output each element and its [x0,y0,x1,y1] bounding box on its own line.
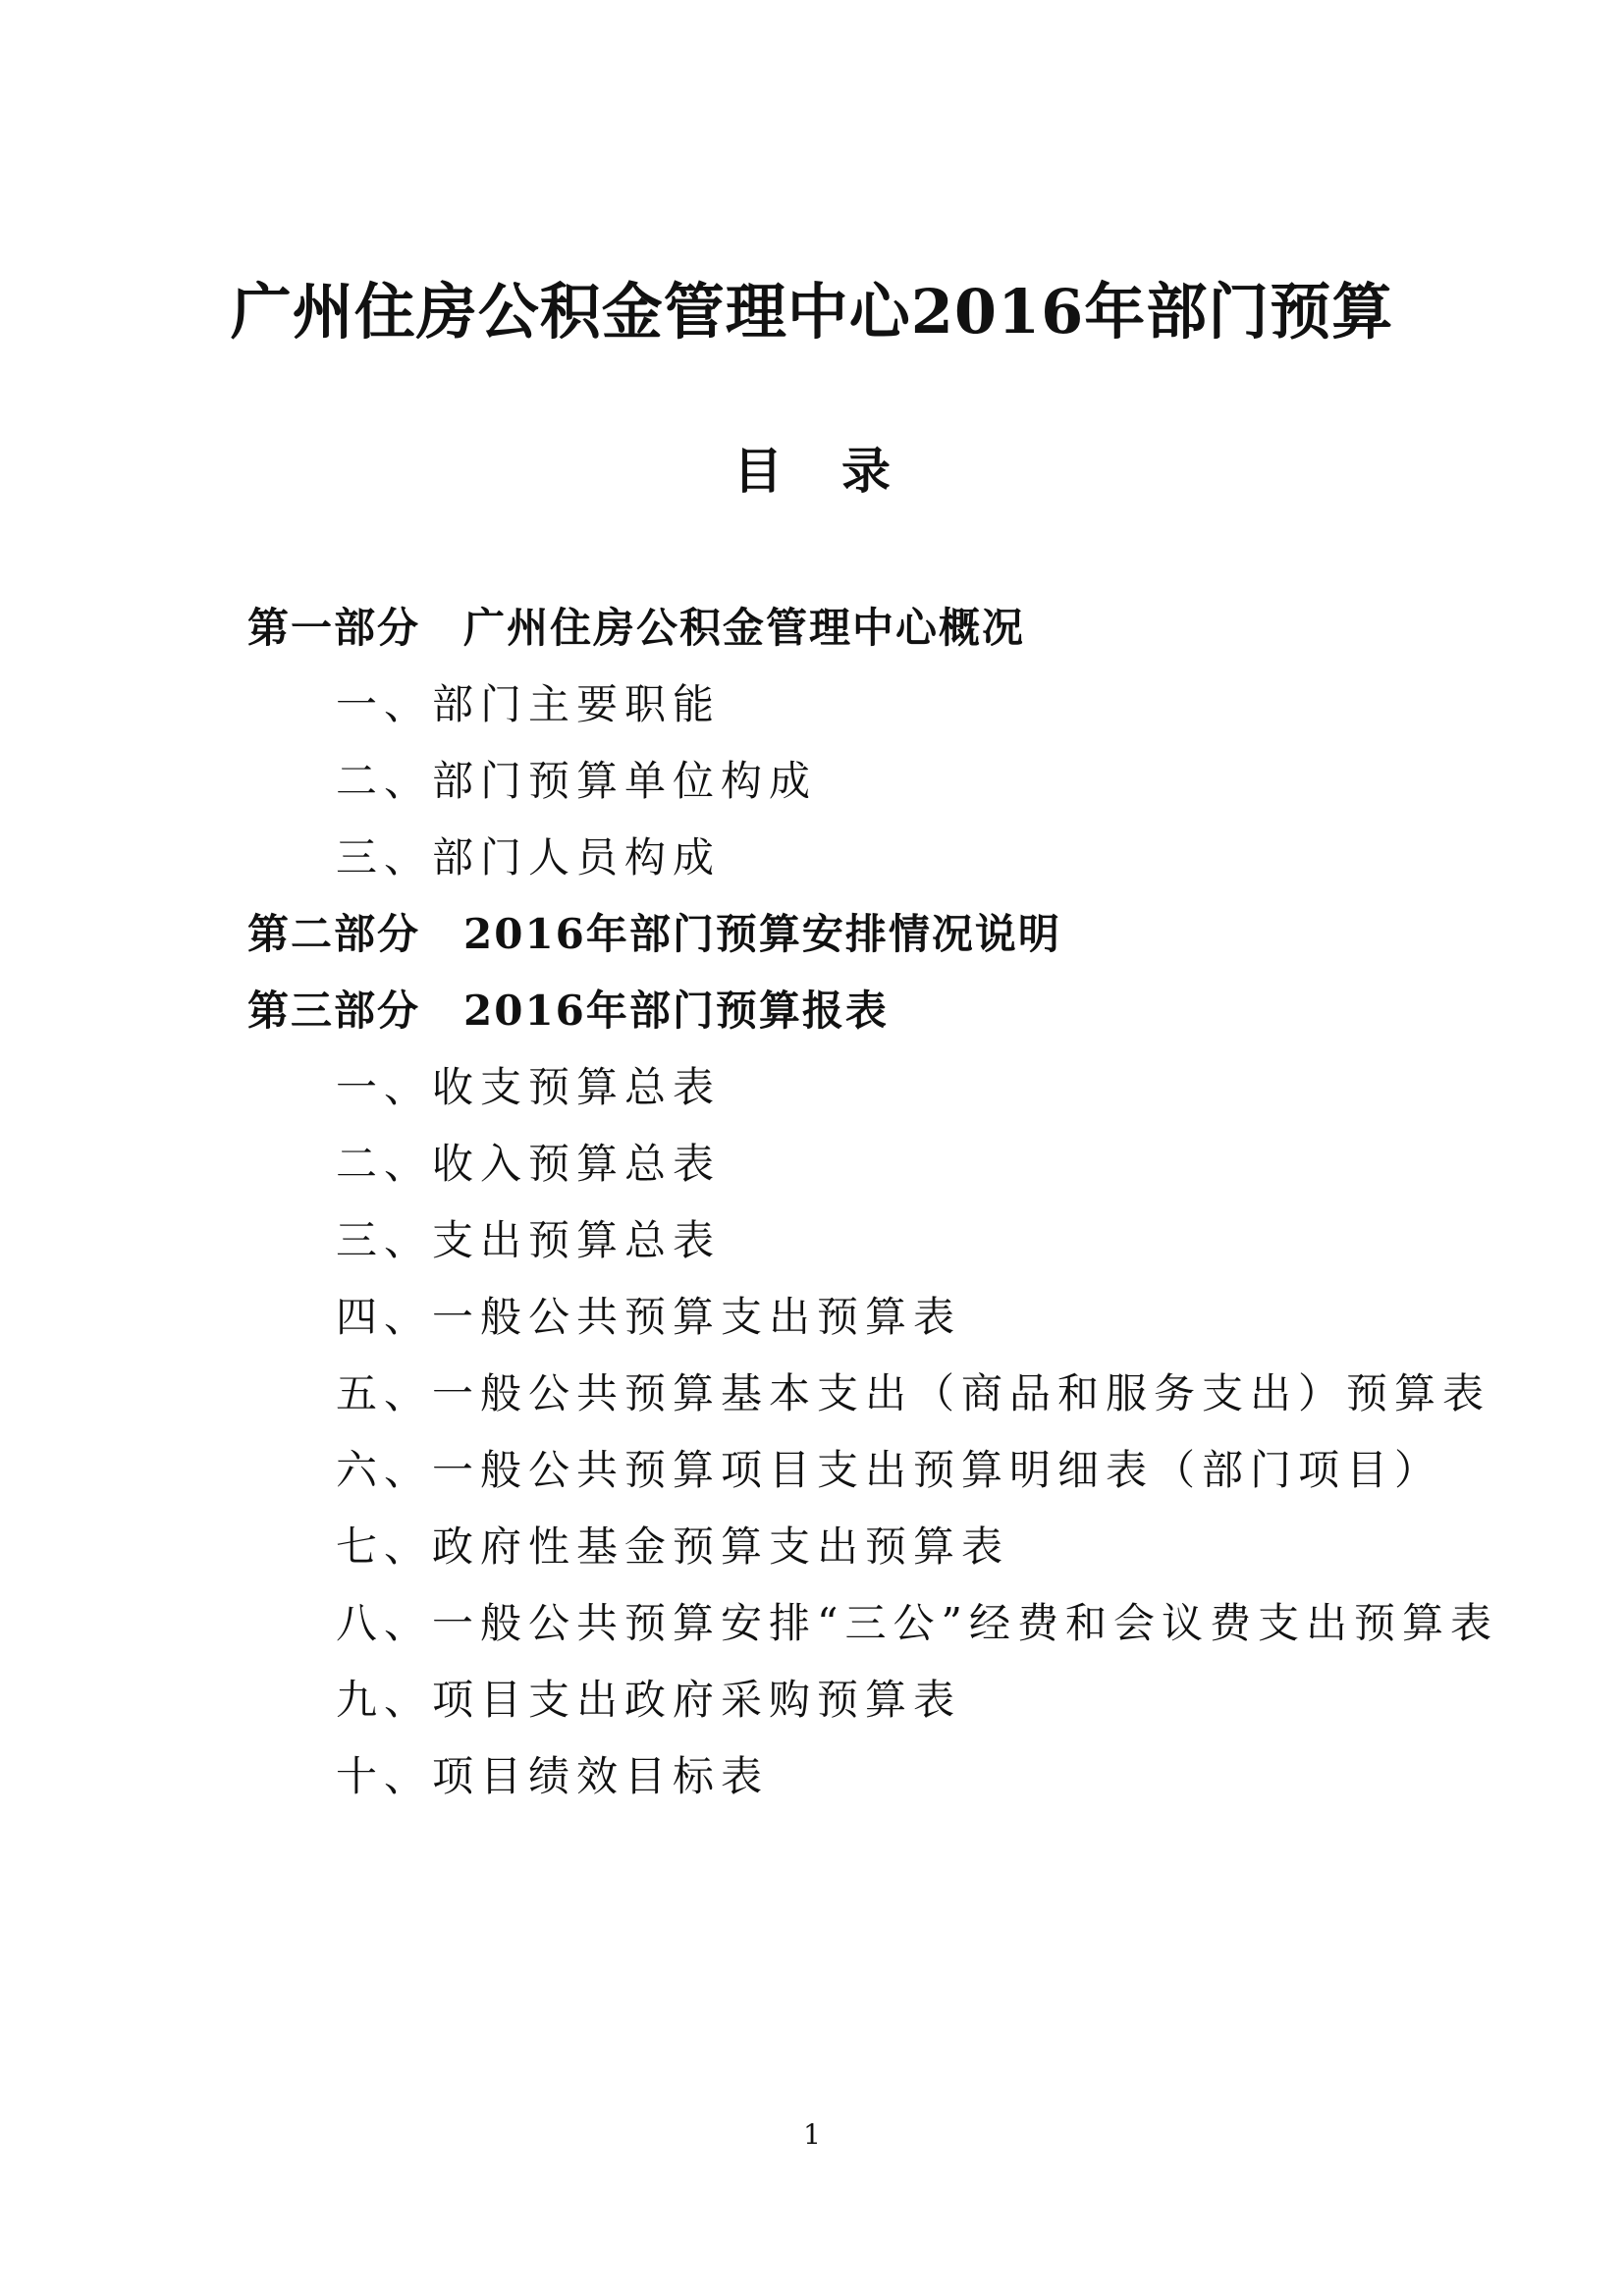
toc-item: 四、一般公共预算支出预算表 [336,1293,962,1341]
toc-part-text: 2016年部门预算报表 [463,987,889,1035]
toc-item: 九、项目支出政府采购预算表 [336,1676,962,1724]
toc-item: 八、一般公共预算安排“三公”经费和会议费支出预算表 [336,1599,1498,1647]
toc-item: 一、收支预算总表 [336,1063,722,1111]
toc-item: 六、一般公共预算项目支出预算明细表（部门项目） [336,1446,1443,1494]
toc-item: 七、政府性基金预算支出预算表 [336,1522,1010,1571]
toc-part-1 [247,599,1025,658]
toc-part-label: 第三部分 [247,987,421,1035]
toc-part-text: 2016年部门预算安排情况说明 [463,910,1061,958]
toc-part-2 [247,905,1061,964]
toc-item: 十、项目绩效目标表 [336,1752,770,1800]
page-number: 1 [803,2118,821,2151]
toc-item: 三、部门人员构成 [336,833,722,881]
toc-item: 二、收入预算总表 [336,1140,722,1188]
document-title: 广州住房公积金管理中心2016年部门预算 [230,276,1394,347]
toc-item: 一、部门主要职能 [336,680,722,728]
toc-item: 二、部门预算单位构成 [336,757,818,805]
toc-part-text: 广州住房公积金管理中心概况 [463,604,1026,652]
toc-item: 五、一般公共预算基本支出（商品和服务支出）预算表 [336,1369,1491,1417]
toc-item: 三、支出预算总表 [336,1216,722,1264]
toc-part-label: 第一部分 [247,604,421,652]
toc-heading: 目录 [733,442,949,500]
toc-part-label: 第二部分 [247,910,421,958]
toc-part-3 [247,982,889,1041]
